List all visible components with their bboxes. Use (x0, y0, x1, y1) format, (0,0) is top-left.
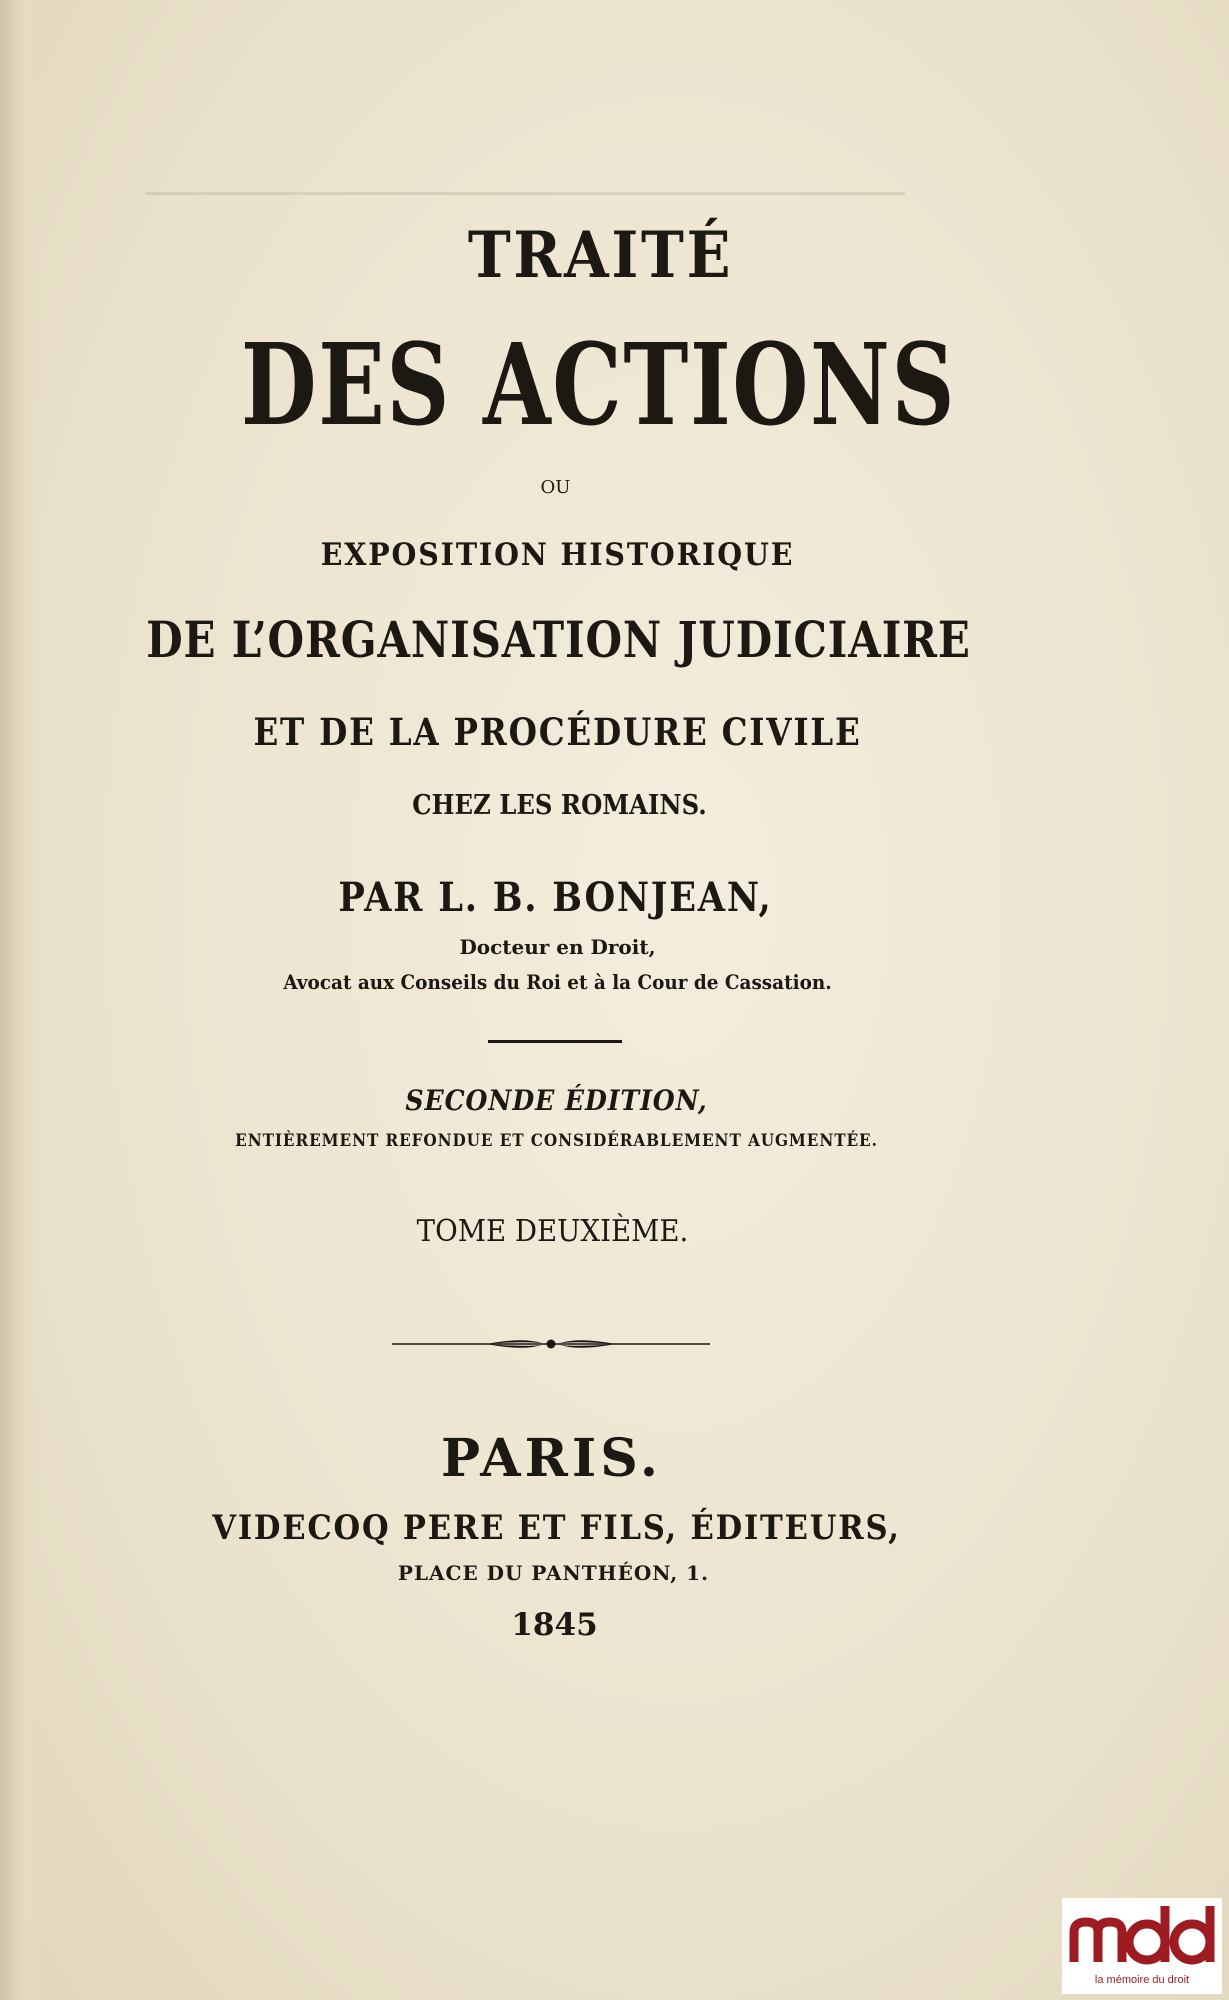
title-line-1: TRAITÉ (467, 218, 734, 293)
mdd-logo-caption: la mémoire du droit (1094, 1974, 1190, 1986)
subtitle-line-2: DE L’ORGANISATION JUDICIAIRE (146, 610, 971, 669)
author-degree: Docteur en Droit, (459, 935, 656, 959)
subtitle-line-4: CHEZ LES ROMAINS. (412, 790, 707, 821)
ornamental-rule (392, 1334, 710, 1354)
subtitle-line-1: EXPOSITION HISTORIQUE (320, 537, 795, 573)
imprint-address: PLACE DU PANTHÉON, 1. (397, 1561, 710, 1585)
subtitle-line-3: ET DE LA PROCÉDURE CIVILE (253, 710, 862, 754)
edition-note: ENTIÈREMENT REFONDUE ET CONSIDÉRABLEMENT AUGMENTÉE. (235, 1131, 878, 1151)
divider-rule (488, 1040, 622, 1043)
title-connector: OU (540, 477, 571, 498)
author-name: PAR L. B. BONJEAN, (338, 874, 773, 921)
mdd-logo-mark (1062, 1898, 1222, 1970)
spine-shadow (0, 0, 40, 2000)
author-position: Avocat aux Conseils du Roi et à la Cour de Cassation. (283, 970, 832, 994)
show-through-rule (145, 192, 905, 195)
imprint-city: PARIS. (440, 1428, 662, 1489)
edition-label: SECONDE ÉDITION, (405, 1084, 708, 1117)
mdd-logo (1062, 1898, 1222, 1994)
imprint-publisher: VIDECOQ PERE ET FILS, ÉDITEURS, (212, 1508, 901, 1548)
volume-label: TOME DEUXIÈME. (416, 1214, 689, 1249)
imprint-year: 1845 (511, 1607, 598, 1643)
title-line-2: DES ACTIONS (240, 320, 957, 451)
